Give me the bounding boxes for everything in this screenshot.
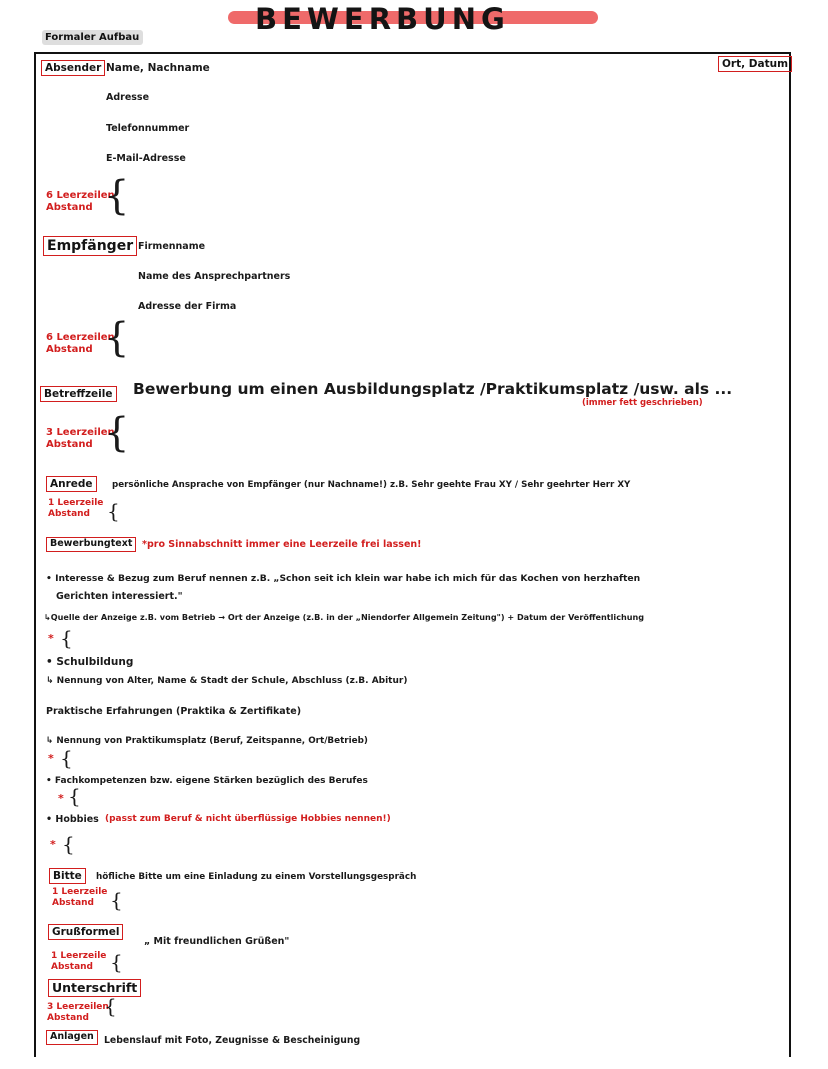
salutation-text: persönliche Ansprache von Empfänger (nur Nachname!) z.B. Sehr geehte Frau XY / Sehr geehrter Herr XY — [112, 480, 631, 490]
closing-label: Grußformel — [48, 924, 123, 940]
sender-name: Name, Nachname — [106, 62, 210, 74]
brace-icon: { — [104, 315, 130, 361]
interest-line-2: Gerichten interessiert." — [56, 591, 183, 602]
practical-detail: ↳ Nennung von Praktikumsplatz (Beruf, Zeitspanne, Ort/Betrieb) — [46, 736, 368, 746]
request-text: höfliche Bitte um eine Einladung zu einem Vorstellungsgespräch — [96, 872, 417, 882]
sender-label: Absender — [41, 60, 105, 76]
page-subtitle: Formaler Aufbau — [45, 32, 140, 43]
star-marker: * — [48, 752, 54, 765]
salutation-label: Anrede — [46, 476, 97, 492]
spacing-note-request — [52, 887, 107, 909]
sender-address: Adresse — [106, 92, 150, 103]
brace-icon: { — [110, 950, 123, 974]
spacing-count: 1 Leerzeile — [51, 951, 107, 961]
hobbies-note: (passt zum Beruf & nicht überflüssige Hobbies nennen!) — [105, 814, 391, 824]
sender-phone: Telefonnummer — [106, 123, 190, 134]
spacing-count: 1 Leerzeile — [48, 498, 104, 508]
spacing-count: 6 Leerzeilen — [46, 190, 115, 201]
spacing-word: Abstand — [51, 962, 93, 972]
sender-email: E-Mail-Adresse — [106, 153, 186, 164]
brace-icon: { — [60, 626, 73, 650]
page-title: BEWERBUNG — [255, 2, 510, 36]
spacing-word: Abstand — [52, 898, 94, 908]
brace-icon: { — [110, 888, 123, 912]
school-item: • Schulbildung — [46, 656, 134, 668]
brace-icon: { — [107, 499, 120, 523]
brace-icon: { — [62, 832, 75, 856]
brace-icon: { — [104, 410, 130, 456]
subject-text: Bewerbung um einen Ausbildungsplatz /Praktikumsplatz /usw. als ... — [133, 380, 733, 398]
practical-item: Praktische Erfahrungen (Praktika & Zertifikate) — [46, 706, 302, 717]
signature-label: Unterschrift — [48, 979, 141, 997]
source-line: ↳Quelle der Anzeige z.B. vom Betrieb → Ort der Anzeige (z.B. in der „Niendorfer Allgemein Zeitung") + Datum der Veröffentlichung — [44, 612, 645, 622]
recipient-address: Adresse der Firma — [138, 301, 237, 312]
brace-icon: { — [68, 784, 81, 808]
letter-frame — [34, 52, 791, 1057]
spacing-word: Abstand — [46, 439, 93, 450]
subject-label: Betreffzeile — [40, 386, 117, 402]
date-label: Ort, Datum — [718, 56, 792, 72]
spacing-count: 1 Leerzeile — [52, 887, 108, 897]
body-note: *pro Sinnabschnitt immer eine Leerzeile frei lassen! — [142, 539, 422, 550]
spacing-word: Abstand — [46, 344, 93, 355]
spacing-note-salutation — [48, 498, 103, 520]
school-detail: ↳ Nennung von Alter, Name & Stadt der Schule, Abschluss (z.B. Abitur) — [46, 676, 408, 686]
spacing-word: Abstand — [46, 202, 93, 213]
closing-text: „ Mit freundlichen Grüßen" — [144, 936, 290, 947]
brace-icon: { — [60, 746, 73, 770]
request-label: Bitte — [49, 868, 86, 884]
brace-icon: { — [104, 994, 117, 1018]
star-marker: * — [48, 632, 54, 645]
brace-icon: { — [104, 173, 130, 219]
hobbies-item: • Hobbies — [46, 814, 99, 825]
spacing-word: Abstand — [48, 509, 90, 519]
interest-line: • Interesse & Bezug zum Beruf nennen z.B. „Schon seit ich klein war habe ich mich für das Kochen von herzhaften — [46, 573, 641, 584]
body-label: Bewerbungtext — [46, 537, 136, 552]
star-marker: * — [58, 792, 64, 805]
attachments-label: Anlagen — [46, 1030, 98, 1045]
spacing-note-signature — [47, 1002, 109, 1024]
spacing-count: 6 Leerzeilen — [46, 332, 115, 343]
spacing-note-closing — [51, 951, 106, 973]
recipient-company: Firmenname — [138, 241, 206, 252]
star-marker: * — [50, 838, 56, 851]
subject-note: (immer fett geschrieben) — [582, 398, 703, 408]
spacing-count: 3 Leerzeilen — [46, 427, 115, 438]
recipient-label: Empfänger — [43, 236, 137, 256]
spacing-word: Abstand — [47, 1013, 89, 1023]
spacing-count: 3 Leerzeilen — [47, 1002, 109, 1012]
attachments-text: Lebenslauf mit Foto, Zeugnisse & Bescheinigung — [104, 1035, 361, 1046]
recipient-contact: Name des Ansprechpartners — [138, 271, 291, 282]
skills-item: • Fachkompetenzen bzw. eigene Stärken bezüglich des Berufes — [46, 776, 368, 786]
